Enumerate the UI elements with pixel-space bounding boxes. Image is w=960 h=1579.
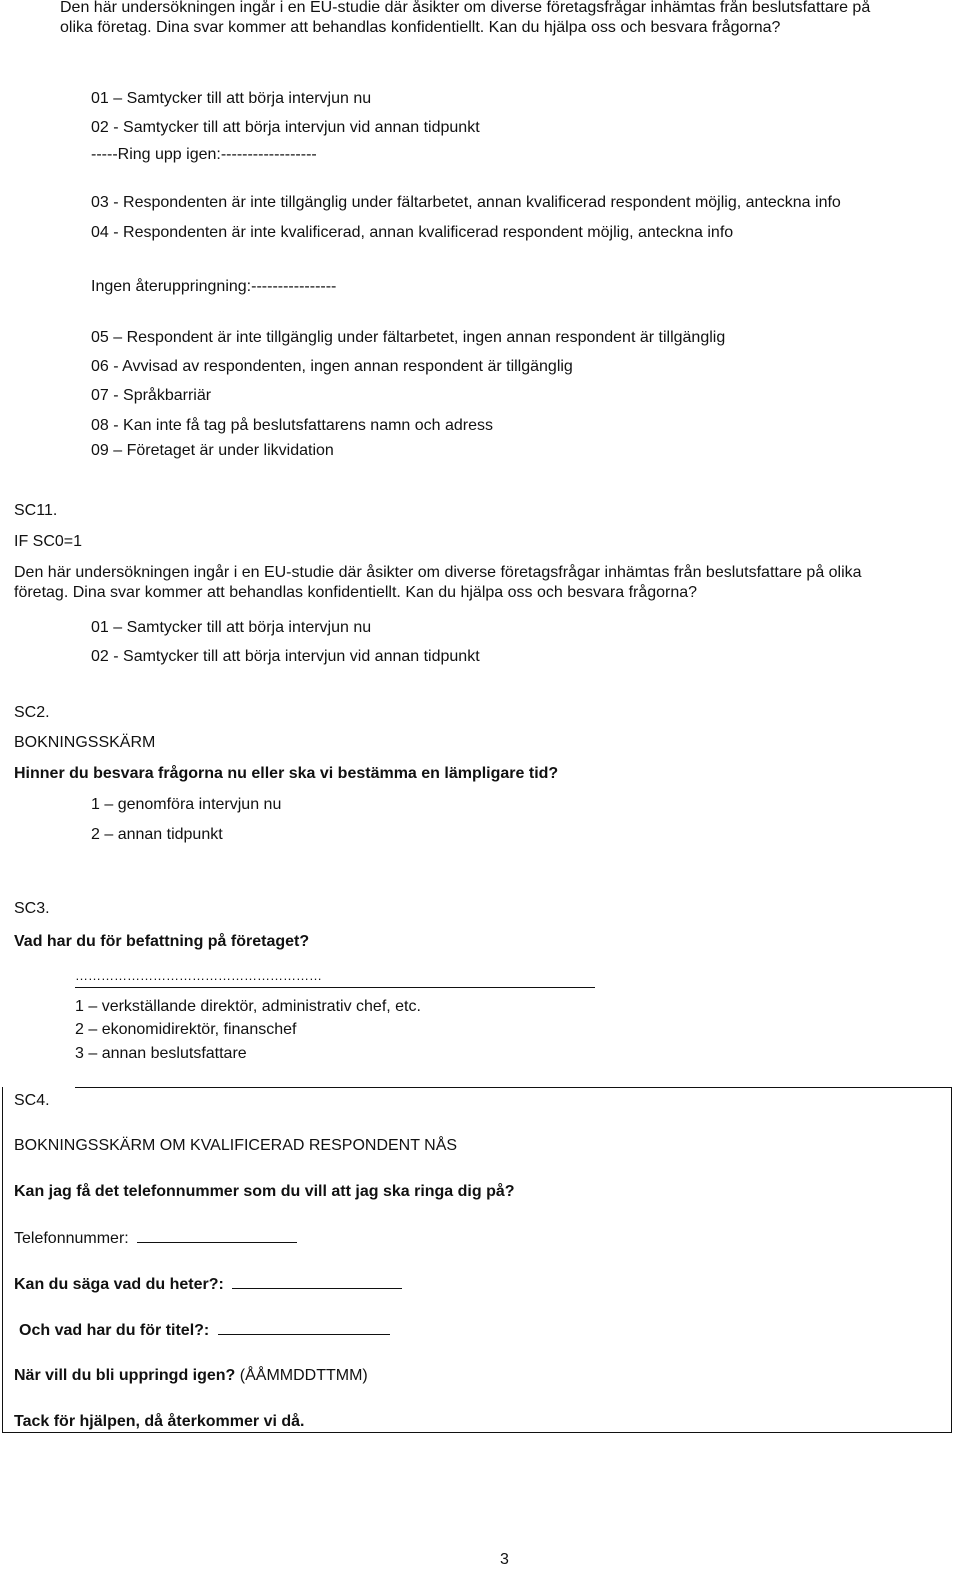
sc2-question: Hinner du besvara frågorna nu eller ska vi bestämma en lämpligare tid? xyxy=(14,765,559,782)
sc3-option-1: 1 – verkställande direktör, administrativ chef, etc. xyxy=(75,998,421,1015)
sc4-title-field[interactable] xyxy=(218,1320,390,1335)
sc4-thanks: Tack för hjälpen, då återkommer vi då. xyxy=(14,1413,305,1430)
sc0-option-06: 06 - Avvisad av respondenten, ingen annan respondent är tillgänglig xyxy=(91,358,573,375)
sc4-frame-top-line xyxy=(75,1087,952,1088)
sc0-option-03: 03 - Respondenten är inte tillgänglig under fältarbetet, annan kvalificerad respondent möjlig, anteckna info xyxy=(91,194,841,211)
sc4-question-callback: När vill du bli uppringd igen? xyxy=(14,1367,236,1384)
sc4-screen-title: BOKNINGSSKÄRM OM KVALIFICERAD RESPONDENT NÅS xyxy=(14,1137,458,1154)
sc4-phone-field[interactable] xyxy=(137,1228,297,1243)
sc11-option-01: 01 – Samtycker till att börja intervjun nu xyxy=(91,619,372,636)
sc2-screen-title: BOKNINGSSKÄRM xyxy=(14,734,156,751)
sc0-option-05: 05 – Respondent är inte tillgänglig under fältarbetet, ingen annan respondent är tillgänglig xyxy=(91,329,726,346)
sc4-name-field[interactable] xyxy=(232,1274,402,1289)
intro-line-1: Den här undersökningen ingår i en EU-studie där åsikter om diverse företagsfrågar inhämtas från beslutsfattare på xyxy=(60,0,871,16)
sc4-callback-row xyxy=(14,1366,368,1386)
sc4-question-title: Och vad har du för titel?: xyxy=(19,1322,210,1339)
sc4-question-name: Kan du säga vad du heter?: xyxy=(14,1276,224,1293)
sc2-option-1: 1 – genomföra intervjun nu xyxy=(91,796,282,813)
sc0-ring-header: -----Ring upp igen:------------------ xyxy=(91,146,317,163)
sc3-answer-line xyxy=(75,987,595,988)
sc3-answer-dots: ………………………………………………… xyxy=(75,968,322,983)
sc0-option-08: 08 - Kan inte få tag på beslutsfattarens namn och adress xyxy=(91,417,494,434)
sc4-phone-row xyxy=(14,1228,297,1249)
sc4-name-row xyxy=(14,1274,402,1295)
sc2-label: SC2. xyxy=(14,704,50,721)
sc3-option-2: 2 – ekonomidirektör, finanschef xyxy=(75,1021,297,1038)
sc4-title-row xyxy=(19,1320,390,1341)
sc4-callback-format: (ÅÅMMDDTTMM) xyxy=(239,1367,368,1384)
sc0-option-04: 04 - Respondenten är inte kvalificerad, annan kvalificerad respondent möjlig, anteckna info xyxy=(91,224,734,241)
intro-line-2: olika företag. Dina svar kommer att behandlas konfidentiellt. Kan du hjälpa oss och besvara frågorna? xyxy=(60,19,781,36)
sc3-question: Vad har du för befattning på företaget? xyxy=(14,933,310,950)
sc11-label: SC11. xyxy=(14,502,58,519)
sc0-option-09: 09 – Företaget är under likvidation xyxy=(91,442,334,459)
sc11-text-line-1: Den här undersökningen ingår i en EU-studie där åsikter om diverse företagsfrågar inhämtas från beslutsfattare på olika xyxy=(14,564,862,581)
sc11-text-line-2: företag. Dina svar kommer att behandlas konfidentiellt. Kan du hjälpa oss och besvara frågorna? xyxy=(14,584,698,601)
sc0-option-01: 01 – Samtycker till att börja intervjun nu xyxy=(91,90,372,107)
sc4-phone-label: Telefonnummer: xyxy=(14,1230,129,1247)
sc11-condition: IF SC0=1 xyxy=(14,533,83,550)
sc0-option-02: 02 - Samtycker till att börja intervjun vid annan tidpunkt xyxy=(91,119,480,136)
sc2-option-2: 2 – annan tidpunkt xyxy=(91,826,223,843)
sc3-option-3: 3 – annan beslutsfattare xyxy=(75,1045,247,1062)
sc11-option-02: 02 - Samtycker till att börja intervjun vid annan tidpunkt xyxy=(91,648,480,665)
sc0-option-07: 07 - Språkbarriär xyxy=(91,387,212,404)
sc3-label: SC3. xyxy=(14,900,50,917)
sc4-label: SC4. xyxy=(14,1092,50,1109)
page-number: 3 xyxy=(500,1551,509,1568)
sc0-no-callback-header: Ingen återuppringning:---------------- xyxy=(91,278,337,295)
sc4-question-phone: Kan jag få det telefonnummer som du vill att jag ska ringa dig på? xyxy=(14,1183,515,1200)
